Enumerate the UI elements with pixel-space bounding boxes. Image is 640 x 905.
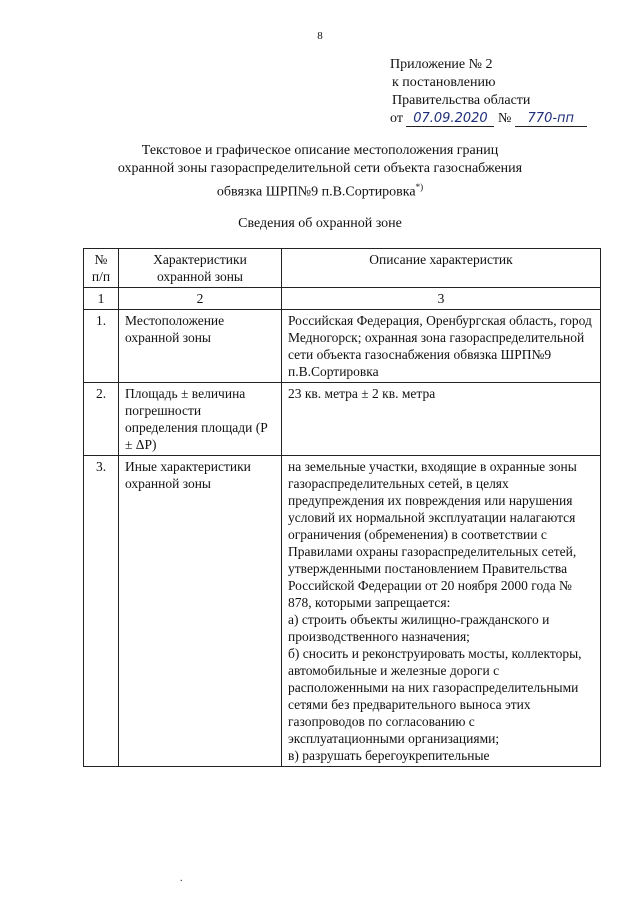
header-characteristics: [119, 249, 282, 288]
row-number: 2.: [84, 383, 119, 456]
restriction-item-b: б) сносить и реконструировать мосты, коллекторы, автомобильные и железные дороги с расположенными на них газораспределительными сетями без предварительного выноса этих газопроводов по согласованию с эксплуатационными организациями;: [288, 646, 582, 746]
title-line-2: охранной зоны газораспределительной сети объекта газоснабжения: [117, 161, 523, 176]
document-title: [0, 142, 640, 202]
col-number-2: 2: [119, 288, 282, 310]
title-line-3: [0, 178, 640, 202]
header-num-line-2: п/п: [91, 269, 111, 284]
appendix-date-line: [390, 110, 587, 128]
table-row: [84, 310, 601, 383]
restriction-item-a: а) строить объекты жилищно-гражданского и производственного назначения;: [288, 612, 550, 644]
number-field: [515, 112, 587, 127]
restriction-item-v: в) разрушать берегоукрепительные: [288, 748, 490, 763]
appendix-block: [390, 56, 587, 128]
title-line-1: Текстовое и графическое описание местоположения границ: [141, 143, 499, 158]
table-row: [84, 456, 601, 767]
header-description: Описание характеристик: [282, 249, 601, 288]
row-characteristic: Площадь ± величина погрешности определения площади (Р ± ΔР): [119, 383, 282, 456]
table-header-row: [84, 249, 601, 288]
section-subtitle: Сведения об охранной зоне: [238, 216, 402, 231]
handwritten-date: 07.09.2020: [413, 111, 488, 126]
row-number: 1.: [84, 310, 119, 383]
stray-mark: .: [180, 873, 183, 884]
header-num: [84, 249, 119, 288]
appendix-line-1: Приложение № 2: [390, 57, 493, 72]
row-description: Российская Федерация, Оренбургская область, город Медногорск; охранная зона газораспределительной сети объекта газоснабжения обвязка ШРП№9 п.В.Сортировка: [282, 310, 601, 383]
footnote-mark: *): [415, 182, 424, 192]
page-number: 8: [317, 30, 323, 42]
appendix-line-2: к постановлению: [392, 75, 496, 90]
handwritten-number: 770-пп: [527, 111, 575, 126]
number-label: №: [497, 111, 512, 126]
header-char-line-1: Характеристики: [153, 252, 247, 267]
row-number: 3.: [84, 456, 119, 767]
appendix-line-3: Правительства области: [392, 93, 531, 108]
title-line-3-text: обвязка ШРП№9 п.В.Сортировка: [216, 184, 416, 200]
row-characteristic: Иные характеристики охранной зоны: [119, 456, 282, 767]
zone-info-table: [83, 248, 601, 767]
header-char-line-2: охранной зоны: [156, 269, 243, 284]
col-number-1: 1: [84, 288, 119, 310]
row-description: 23 кв. метра ± 2 кв. метра: [282, 383, 601, 456]
date-field: [406, 112, 494, 127]
row-description: [282, 456, 601, 767]
header-num-line-1: №: [94, 252, 108, 267]
col-number-3: 3: [282, 288, 601, 310]
restrictions-intro: на земельные участки, входящие в охранные зоны газораспределительных сетей, в целях предупреждения их повреждения или нарушения условий их нормальной эксплуатации налагаются ограничения (обременения) в соответствии с Правилами охраны газораспределительных сетей, утвержденными постановлением Правительства Российской Федерации от 20 ноября 2000 года № 878, которыми запрещается:: [288, 459, 577, 610]
from-label: от: [390, 111, 403, 126]
row-characteristic: Местоположение охранной зоны: [119, 310, 282, 383]
table-row: [84, 383, 601, 456]
column-number-row: [84, 288, 601, 310]
